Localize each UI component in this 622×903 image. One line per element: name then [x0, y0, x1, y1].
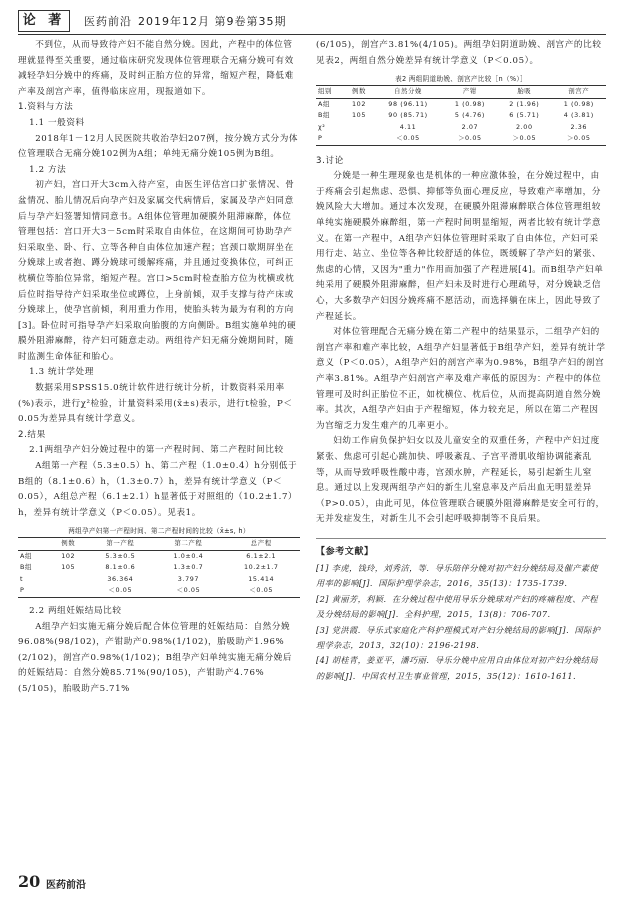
heading-results: 2.结果	[18, 429, 46, 440]
table-cell: ＞0.05	[443, 133, 497, 145]
table-row	[18, 562, 300, 574]
table-cell: B组	[318, 111, 330, 120]
reference-item: [1] 李虎，钱玲，刘秀洁，等．导乐陪伴分娩对初产妇分娩结局及催产素使用率的影响[J]．国际护理学杂志，2016，35(13)：1735-1739.	[316, 562, 599, 589]
table2	[316, 73, 606, 146]
table-cell: B组	[20, 563, 32, 572]
header-issue: 2019年12月 第9卷第35期	[138, 15, 287, 28]
left-column	[18, 38, 300, 697]
reference-item: [4] 胡桂青，姜亚平，潘巧丽．导乐分娩中应用自由体位对初产妇分娩结局的影响[J]．中国农村卫生事业管理，2015，35(12)：1610-1611.	[316, 655, 599, 681]
table-header-cell: 第二产程	[154, 538, 222, 551]
table-cell: 102	[61, 551, 76, 560]
general-data-paragraph: 2018年1－12月人民医院共收治孕妇207例，按分娩方式分为体位管理联合无痛分娩102例为A组；单纯无痛分娩105例为B组。	[18, 133, 299, 160]
table-cell: 90 (85.71)	[388, 111, 428, 120]
table-header-row	[18, 538, 300, 551]
table-cell: P	[18, 585, 50, 597]
methods-paragraph: 初产妇，宫口开大3cm入待产室，由医生评估宫口扩张情况、骨盆情况、胎儿情况后向孕产妇及家属交代病情后，家属及孕产妇同意后与孕产妇签署知情同意书。A组体位管理加硬膜外阻滞麻醉，体位管理包括：宫口开大3－5cm时采取自由体位，在这期间可协助孕产妇采取坐、卧、行、立等各种自由体位加速产程；宫颈口歇期屏坐在分娩球上或者抱、蹲分娩球可缓解疼痛，并且通过变换体位，可纠正枕横位等胎位异常，缩短产程。宫口>5cm时检查胎方位为枕横或枕后位时指导待产妇采取坐位或蹲位，上身前倾，双手支撑与待产床或分娩球上，使孕宫前倾，利用重力作用，使胎头转为最为有利的方向[3]。卧位时可指导孕产妇采取向胎腹的方向侧卧。B组实施单纯的硬膜外阻滞麻醉，待产妇可随意走动。两组待产妇无痛分娩期间时，随时监测生命体征和胎心。	[18, 180, 297, 362]
table-cell	[50, 585, 86, 597]
table-cell: ＜0.05	[154, 585, 222, 597]
outcome-continuation: (6/105)，剖宫产3.81%(4/105)。两组孕妇阴道助娩、剖宫产的比较见表2，两组自然分娩差异有统计学意义（P＜0.05）。	[316, 40, 602, 66]
table-row	[18, 550, 300, 562]
table-header-cell: 组别	[316, 86, 345, 99]
heading-materials-methods: 1.资料与方法	[18, 102, 74, 113]
table-cell: 6 (5.71)	[509, 111, 540, 120]
table-cell: 102	[352, 99, 367, 108]
table-header-cell: 第一产程	[86, 538, 154, 551]
table-cell	[50, 574, 86, 586]
header-journal-name: 医药前沿	[84, 15, 132, 28]
table-cell: 1 (0.98)	[563, 99, 594, 108]
labor-time-paragraph: A组第一产程（5.3±0.5）h、第二产程（1.0±0.4）h分别低于B组的（8.1±0.6）h，（1.3±0.7）h，差异有统计学意义（P＜0.05），A组总产程（6.1±2.1）h显著低于对照组的（10.2±1.7）h，差异有统计学意义（P＜0.05）。见表1。	[18, 461, 298, 518]
table-cell: 2.00	[515, 122, 533, 131]
heading-pregnancy-outcome: 2.2 两组妊娠结局比较	[29, 605, 122, 616]
table-row	[316, 133, 606, 145]
table-cell: 1 (0.98)	[454, 99, 485, 108]
table-row	[316, 98, 606, 110]
table-cell: 8.1±0.6	[105, 563, 136, 572]
table-cell: t	[20, 574, 24, 583]
section-tag: 论 著	[18, 10, 70, 32]
table-cell: 5.3±0.5	[105, 551, 136, 560]
table1	[18, 525, 300, 598]
table-header-row	[316, 86, 606, 99]
table-cell: 4 (3.81)	[563, 111, 594, 120]
page-header	[18, 8, 606, 35]
table-cell: 2.36	[570, 122, 588, 131]
discussion-paragraph-3: 妇幼工作肩负保护妇女以及儿童安全的双重任务，产程中产妇过度紧张、焦虑可引起心跳加快、呼吸紊乱、子宫平滑肌收缩协调能紊乱等，从而导致呼吸性酸中毒，宫颈水肿，产程延长，易引起新生儿窒息。通过以上发现两组孕产妇的新生儿窒息率及产后出血无明显差异（P>0.05），由此可见，体位管理联合硬膜外阻滞麻醉是安全可行的，无并发症发生，对新生儿不会引起呼吸抑制等不良后果。	[316, 436, 605, 525]
table-cell: 4.11	[399, 122, 417, 131]
discussion-paragraph-2: 对体位管理配合无痛分娩在第二产程中的结果显示，二组孕产妇的剖宫产率和难产率比较，A组孕产妇显著低于B组孕产妇，差异有统计学意义（P＜0.05），A组孕产妇的剖宫产率为0.98%，B组孕产妇的剖宫产率3.81%。A组孕产妇剖宫产率及难产率低的原因为：产程中的体位管理可及时纠正胎位不正，如枕横位、枕后位，从而提高阴道自然分娩率。其次，A组孕产妇由于产程缩短，体力较充足，所以在第二产程因为宫缩乏力发生难产的几率更小。	[316, 327, 606, 431]
table1-grid	[18, 537, 300, 598]
pregnancy-outcome-paragraph: A组孕产妇实施无痛分娩后配合体位管理的妊娠结局：自然分娩96.08%(98/102)，产钳助产0.98%(1/102)，胎吸助产1.96%(2/102)，剖宫产0.98%(1/102)；B组孕产妇单纯实施无痛分娩后的妊娠结局：自然分娩85.71%(90/105)，产钳助产4.76%(5/105)，胎吸助产5.71%	[18, 621, 293, 694]
table-cell	[345, 122, 374, 134]
table-row	[316, 110, 606, 122]
table-cell: 105	[61, 563, 76, 572]
table-cell: 98 (96.11)	[388, 99, 428, 108]
table-cell: 5 (4.76)	[454, 111, 485, 120]
table-cell: 36.364	[107, 574, 134, 583]
reference-item: [3] 党洪霞．导乐式家庭化产科护理模式对产妇分娩结局的影响[J]．国际护理学杂志，2013，32(10)：2196-2198.	[316, 624, 601, 650]
statistics-paragraph: 数据采用SPSS15.0统计软件进行统计分析，计数资料采用率(%)表示，进行χ²检验，计量资料采用(x̄±s)表示，进行t检验，P＜0.05为差异具有统计学意义。	[18, 383, 293, 425]
table-cell: A组	[20, 551, 32, 560]
table-header-cell: 自然分娩	[373, 86, 442, 99]
intro-paragraph: 不到位，从而导致待产妇不能自然分娩。因此，产程中的体位管理就显得至关重要，通过临床研究发现体位管理联合无痛分娩可有效减轻孕妇分娩中的疼痛，及时纠正胎方位的异常，缩短产程，降低难产率及剖宫产率，值得临床应用，现报道如下。	[18, 40, 294, 97]
table-cell: A组	[318, 99, 330, 108]
table-header-cell: 总产程	[222, 538, 300, 551]
heading-general-data: 1.1 一般资料	[29, 117, 85, 128]
table-cell: χ²	[318, 122, 326, 131]
table-cell: ＞0.05	[552, 133, 606, 145]
reference-item: [2] 黄丽芳，利颖．在分娩过程中使用导乐分娩球对产妇的疼痛程度、产程及分娩结局的影响[J]．全科护理，2015，13(8)：706-707.	[316, 593, 599, 620]
footer-journal-name: 医药前沿	[46, 880, 86, 891]
table-header-cell: 例数	[50, 538, 86, 551]
table-cell: 3.797	[177, 574, 200, 583]
table-row	[18, 585, 300, 597]
heading-discussion: 3.讨论	[316, 155, 344, 166]
table-cell: P	[316, 133, 345, 145]
heading-labor-time: 2.1两组孕产妇分娩过程中的第一产程时间、第二产程时间比较	[29, 445, 284, 456]
table-cell: 6.1±2.1	[246, 551, 277, 560]
table-cell: 2.07	[461, 122, 479, 131]
table2-caption: 表2 两组阴道助娩、剖宫产比较［n（%）］	[395, 75, 527, 84]
references-section	[316, 538, 606, 684]
right-column	[316, 38, 606, 684]
table-cell: ＞0.05	[497, 133, 551, 145]
table-header-cell: 产钳	[443, 86, 497, 99]
table-cell: 10.2±1.7	[243, 563, 279, 572]
table-cell: 15.414	[248, 574, 275, 583]
heading-statistics: 1.3 统计学处理	[29, 367, 94, 378]
table-header-cell: 胎吸	[497, 86, 551, 99]
table-cell: ＜0.05	[86, 585, 154, 597]
table-cell: ＜0.05	[373, 133, 442, 145]
page-number: 20	[18, 872, 41, 891]
discussion-paragraph-1: 分娩是一种生理现象也是机体的一种应激体验，在分娩过程中，由于疼痛会引起焦虑、恐惧、抑郁等负面心理反应，导致难产率增加，分娩风险大大增加。通过本次发现，在硬膜外阻滞麻醉联合体位管理组较单纯实施硬膜外麻醉组，第一产程时间明显缩短，两者比较有统计学意义。在第一产程中，A组孕产妇体位管理时采取了自由体位，产妇可采用行走、站立、坐位等各种比较舒适的体位，既缓解了孕产妇的紧张、焦虑的心情，又因为"重力"作用而加强了产程进展[4]。而B组孕产妇单纯采用了硬膜外阻滞麻醉，但产妇未及时进行心理疏导，对分娩缺乏信心，大多数孕产妇因分娩疼痛不愿活动，而选择躺在床上，因此导致了产程延长。	[316, 171, 604, 322]
table-cell	[345, 133, 374, 145]
table-row	[18, 574, 300, 586]
table-cell: 1.0±0.4	[173, 551, 204, 560]
heading-methods: 1.2 方法	[29, 164, 67, 175]
table2-grid	[316, 85, 606, 146]
table-header-cell: 例数	[345, 86, 374, 99]
references-title: 【参考文献】	[316, 546, 374, 557]
table-cell: ＜0.05	[222, 585, 300, 597]
table-cell: 2 (1.96)	[509, 99, 540, 108]
table-row	[316, 122, 606, 134]
table-header-cell	[18, 538, 50, 551]
table-cell: 105	[352, 111, 367, 120]
table1-caption: 两组孕产妇第一产程时间、第二产程时间的比较（x̄±s, h）	[68, 527, 250, 536]
table-cell: 1.3±0.7	[173, 563, 204, 572]
table-header-cell: 剖宫产	[552, 86, 606, 99]
